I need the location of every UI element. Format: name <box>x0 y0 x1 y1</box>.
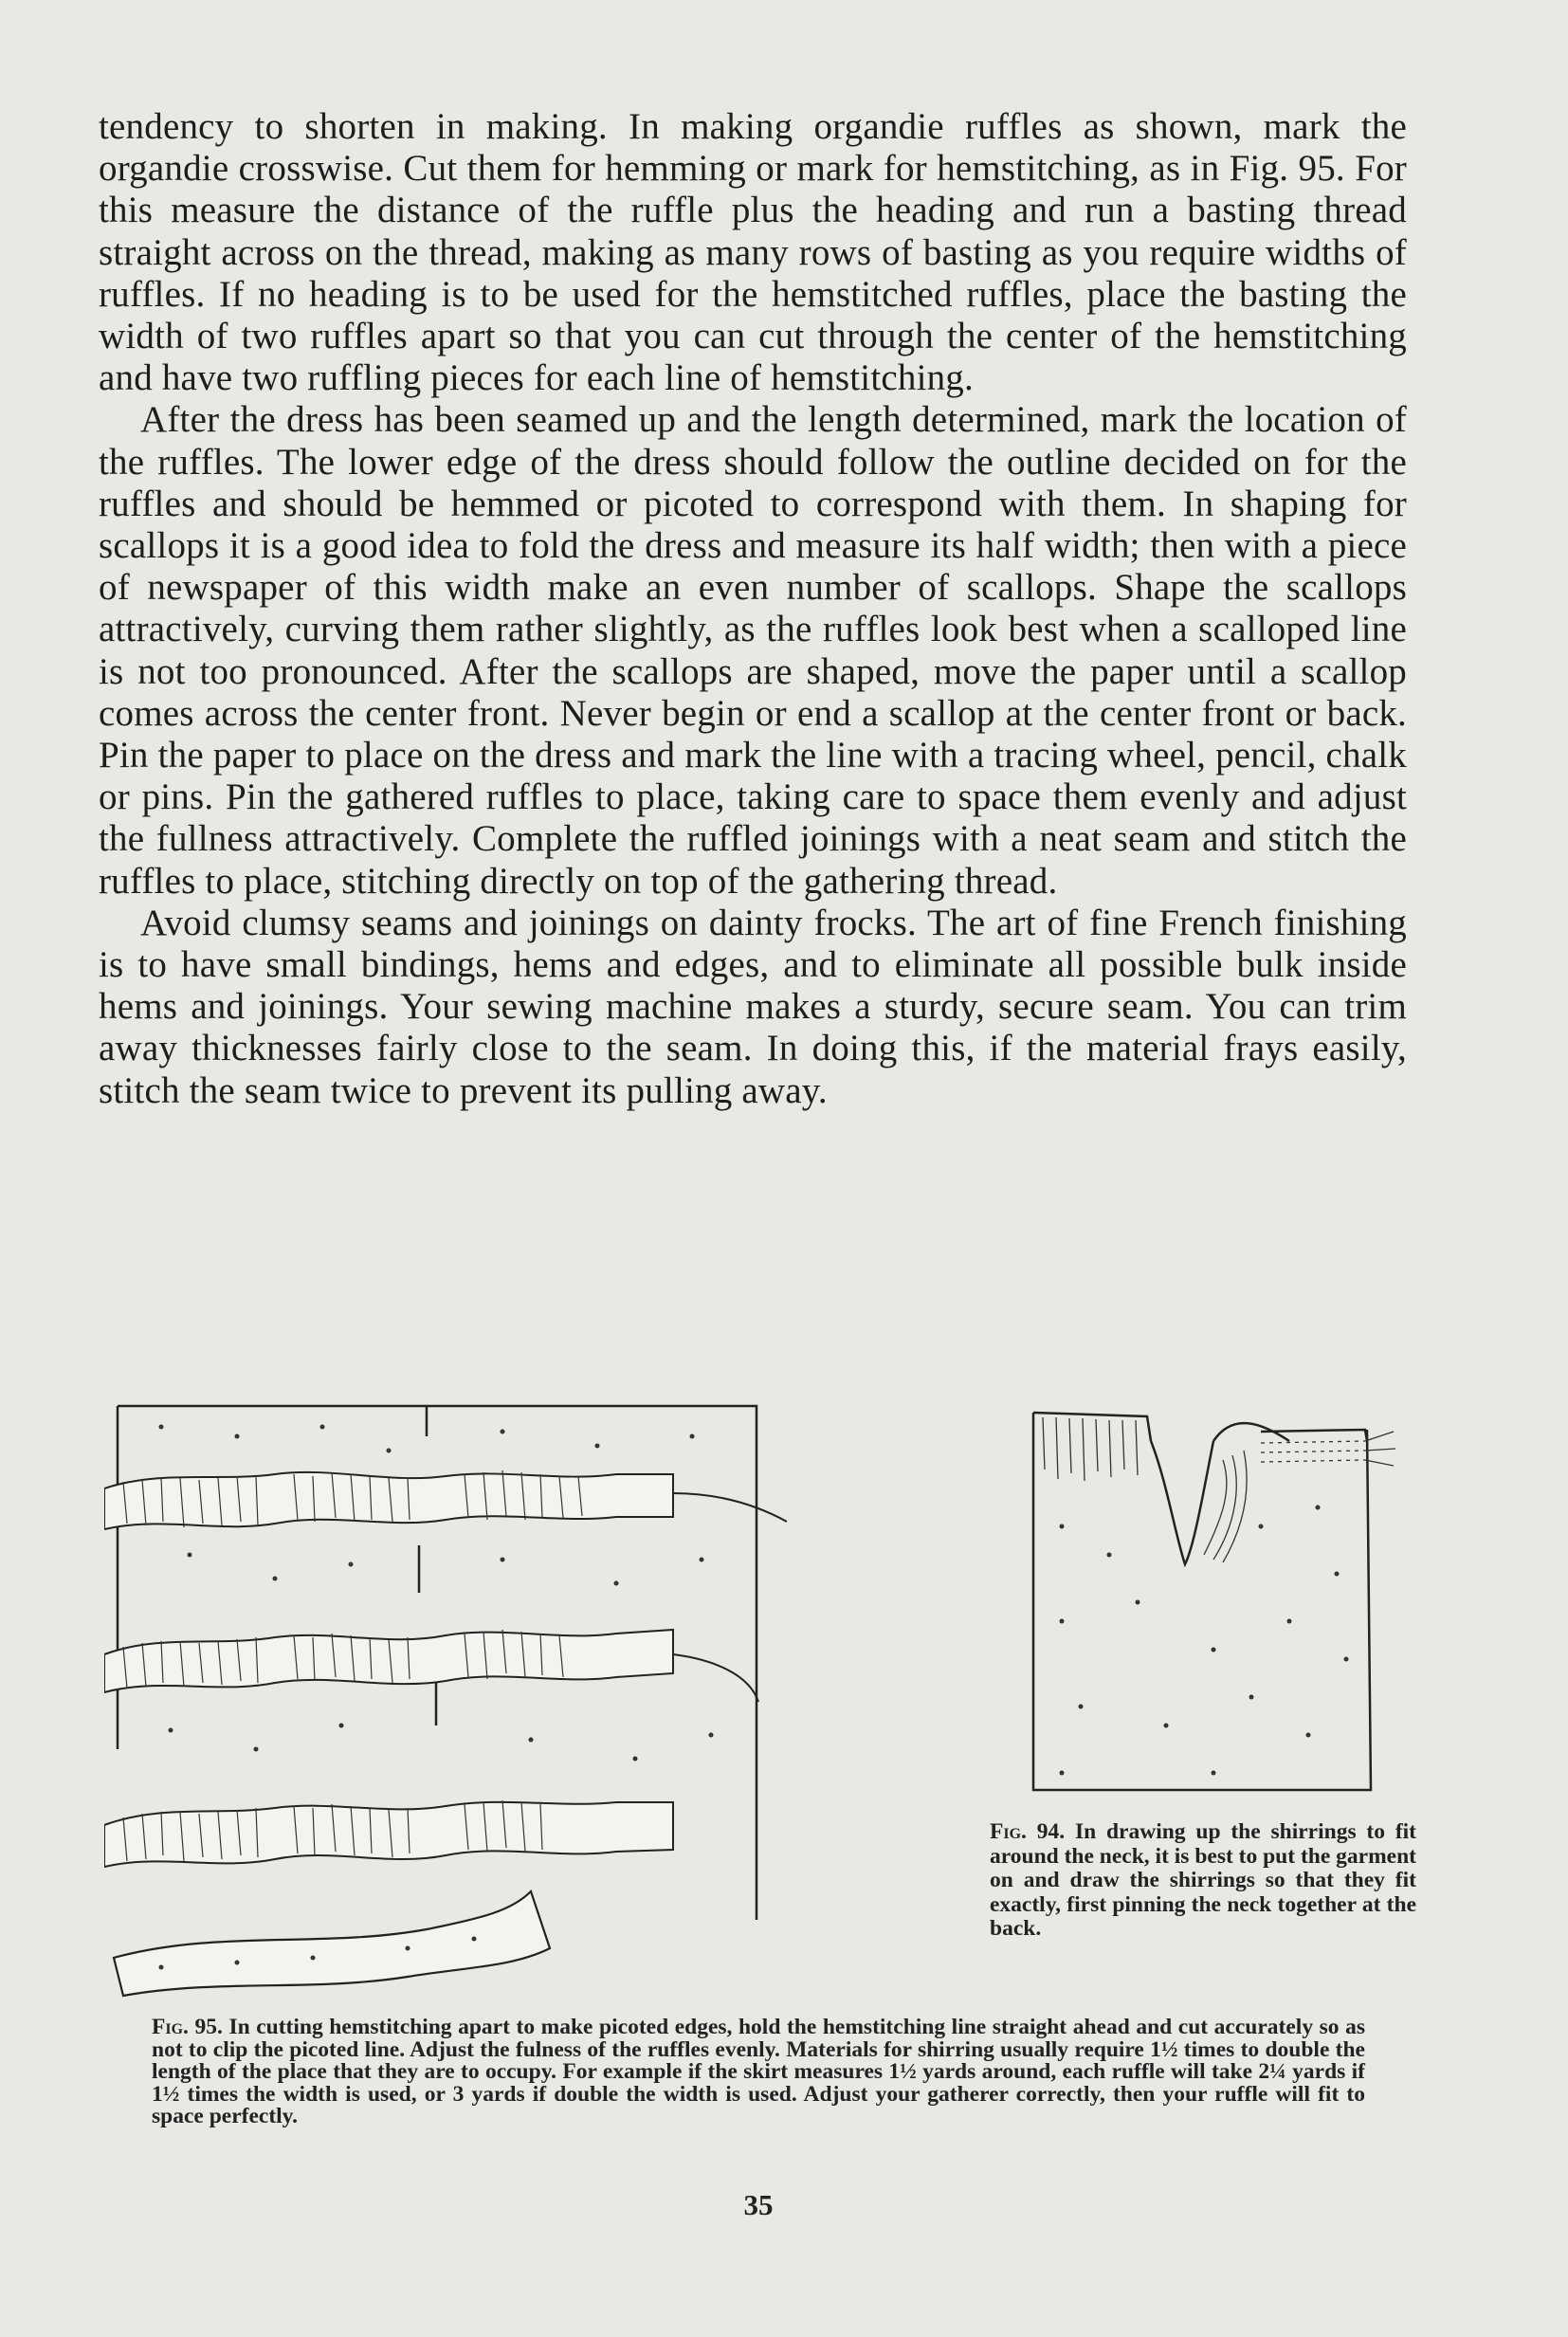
paragraph-1: tendency to shorten in making. In making organdie ruffles as shown, mark the organdie crosswise. Cut them for hemming or mark for hemstitching, as in Fig. 95. For this measure the distance of the ruffle plus the heading and run a basting thread straight across on the thread, making as many rows of basting as you require widths of ruffles. If no heading is to be used for the hemstitched ruffles, place the basting the width of two ruffles apart so that you can cut through the center of the hemstitching and have two ruffling pieces for each line of hemstitching. <box>99 106 1407 399</box>
fig94-caption <box>990 1820 1416 1942</box>
fig95-caption-text: In cutting hemstitching apart to make picoted edges, hold the hemstitching line straight ahead and cut accurately so as not to clip the picoted line. Adjust the fulness of the ruffles evenly. Materials for shirring usually require 1½ times to double the length of the place that they are to occupy. For example if the skirt measures 1½ yards around, each ruffle will take 2¼ yards if 1½ times the width is used, or 3 yards if double the width is used. Adjust your gatherer correctly, then your ruffle will fit to space perfectly. <box>152 2015 1366 2128</box>
fig95-caption <box>152 2017 1365 2128</box>
paragraph-2: After the dress has been seamed up and the length determined, mark the location of the ruffles. The lower edge of the dress should follow the outline decided on for the ruffles and should be hemmed or picoted to correspond with them. In shaping for scallops it is a good idea to fold the dress and measure its half width; then with a piece of newspaper of this width make an even number of scallops. Shape the scallops attractively, curving them rather slightly, as the ruffles look best when a scalloped line is not too pronounced. After the scallops are shaped, move the paper until a scallop comes across the center front. Never begin or end a scallop at the center front or back. Pin the paper to place on the dress and mark the line with a tracing wheel, pencil, chalk or pins. Pin the gathered ruffles to place, taking care to space them evenly and adjust the fullness attractively. Complete the ruffled joinings with a neat seam and stitch the ruffles to place, stitching directly on top of the gathering thread. <box>99 399 1407 902</box>
page-number: 35 <box>743 2188 774 2221</box>
fig94-label: Fig. 94. <box>990 1819 1066 1844</box>
body-text <box>99 106 1407 1112</box>
fig94-caption-text: In drawing up the shirrings to fit around the neck, it is best to put the garment on and draw the shirrings so that they fit exactly, first pinning the neck together at the back. <box>990 1819 1416 1941</box>
fig94-neck-shirring-illustration <box>1024 1403 1403 1801</box>
fig95-ruffles-illustration <box>104 1398 891 2005</box>
fig95-label: Fig. 95. <box>152 2015 223 2039</box>
paragraph-3: Avoid clumsy seams and joinings on dainty frocks. The art of fine French finishing is to have small bindings, hems and edges, and to eliminate all possible bulk inside hems and joinings. Your sewing machine makes a sturdy, secure seam. You can trim away thicknesses fairly close to the seam. In doing this, if the material frays easily, stitch the seam twice to prevent its pulling away. <box>99 902 1407 1111</box>
